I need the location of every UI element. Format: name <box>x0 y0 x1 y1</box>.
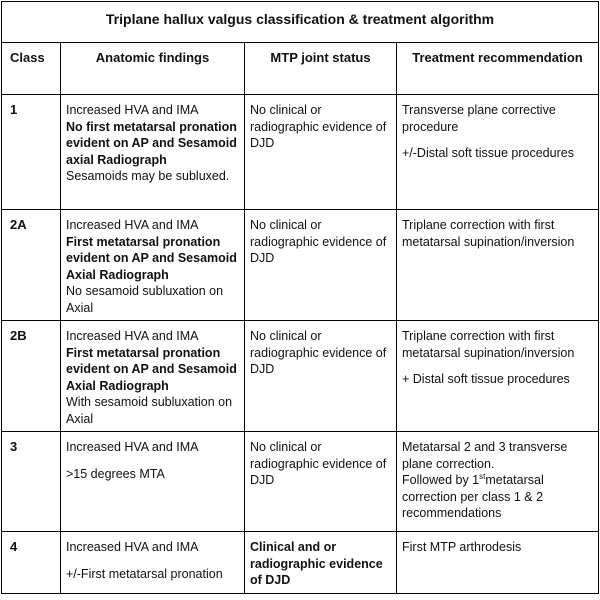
anatomic-finding: Sesamoids may be subluxed. <box>66 169 230 183</box>
mtp-status-cell: No clinical or radiographic evidence of DJD <box>245 210 397 321</box>
header-row <box>2 43 599 95</box>
table-title: Triplane hallux valgus classification & treatment algorithm <box>2 2 599 43</box>
anatomic-finding-key: No first metatarsal pronation evident on AP and Sesamoid axial Radiograph <box>66 119 237 167</box>
class-label: 4 <box>2 532 61 594</box>
treatment-cell <box>397 95 599 210</box>
anatomic-finding: Increased HVA and IMA <box>66 540 199 554</box>
treatment-text: First MTP arthrodesis <box>402 540 522 554</box>
anatomic-finding: Increased HVA and IMA <box>66 218 199 232</box>
classification-table <box>1 1 599 594</box>
mtp-status-cell: No clinical or radiographic evidence of DJD <box>245 95 397 210</box>
treatment-cell <box>397 532 599 594</box>
class-label: 2A <box>2 210 61 321</box>
treatment-text: Metatarsal 2 and 3 transverse plane correction. <box>402 440 568 471</box>
class-label: 3 <box>2 432 61 532</box>
anatomic-findings-cell <box>61 210 245 321</box>
table-row <box>2 95 599 210</box>
table-row <box>2 321 599 432</box>
anatomic-finding: With sesamoid subluxation on Axial <box>66 395 233 426</box>
title-row <box>2 2 599 43</box>
table-row <box>2 432 599 532</box>
anatomic-findings-cell <box>61 432 245 532</box>
treatment-text <box>402 472 594 522</box>
header-class: Class <box>2 43 61 95</box>
anatomic-finding: >15 degrees MTA <box>66 466 165 481</box>
treatment-text: Triplane correction with first metatarsal supination/inversion <box>402 329 575 360</box>
classification-table-container <box>1 1 598 598</box>
table-row <box>2 210 599 321</box>
treatment-text-part: metatarsal correction per class 1 & 2 recommendations <box>402 473 544 520</box>
class-label: 2B <box>2 321 61 432</box>
treatment-text: + Distal soft tissue procedures <box>402 372 570 386</box>
treatment-text: +/-Distal soft tissue procedures <box>402 146 574 160</box>
treatment-cell <box>397 321 599 432</box>
anatomic-finding: Increased HVA and IMA <box>66 440 199 454</box>
header-mtp-joint-status: MTP joint status <box>245 43 397 95</box>
superscript: st <box>479 472 486 481</box>
header-treatment-recommendation: Treatment recommendation <box>397 43 599 95</box>
anatomic-finding-key: First metatarsal pronation evident on AP and Sesamoid Axial Radiograph <box>66 234 237 282</box>
anatomic-finding: Increased HVA and IMA <box>66 103 199 117</box>
anatomic-finding: Increased HVA and IMA <box>66 329 199 343</box>
anatomic-findings-cell <box>61 321 245 432</box>
mtp-status-cell: Clinical and or radiographic evidence of DJD <box>245 532 397 594</box>
anatomic-finding-key: First metatarsal pronation evident on AP and Sesamoid Axial Radiograph <box>66 345 237 393</box>
treatment-text-part: Followed by 1 <box>402 473 480 487</box>
mtp-status-cell: No clinical or radiographic evidence of DJD <box>245 321 397 432</box>
anatomic-findings-cell <box>61 95 245 210</box>
anatomic-findings-cell <box>61 532 245 594</box>
treatment-cell <box>397 210 599 321</box>
class-label: 1 <box>2 95 61 210</box>
treatment-text: Triplane correction with first metatarsal supination/inversion <box>402 218 575 249</box>
anatomic-finding: +/-First metatarsal pronation <box>66 566 223 581</box>
anatomic-finding: No sesamoid subluxation on Axial <box>66 284 224 315</box>
mtp-status-cell: No clinical or radiographic evidence of DJD <box>245 432 397 532</box>
treatment-cell <box>397 432 599 532</box>
treatment-text: Transverse plane corrective procedure <box>402 103 556 134</box>
table-row <box>2 532 599 594</box>
header-anatomic-findings: Anatomic findings <box>61 43 245 95</box>
